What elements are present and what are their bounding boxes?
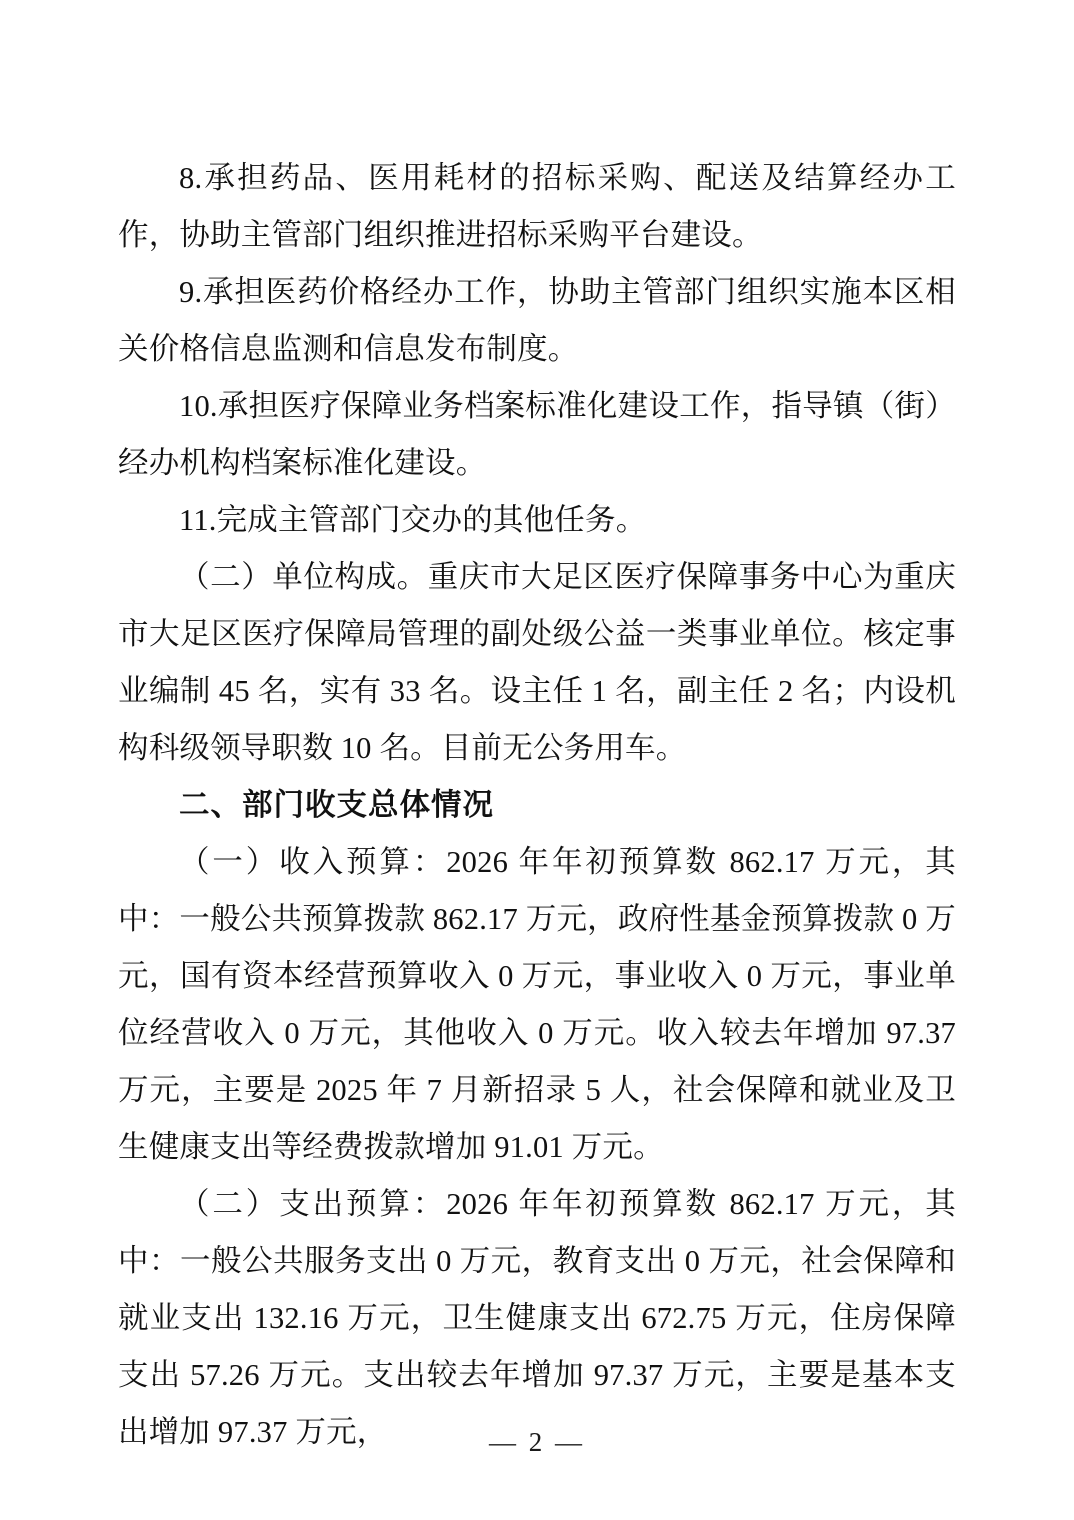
document-body (118, 150, 956, 777)
paragraph-item-11: 11.完成主管部门交办的其他任务。 (179, 503, 647, 537)
section-body (118, 834, 956, 1461)
paragraph-item-8: 8.承担药品、医用耗材的招标采购、配送及结算经办工作，协助主管部门组织推进招标采购平台建设。 (118, 161, 956, 252)
paragraph-unit-composition: （二）单位构成。重庆市大足区医疗保障事务中心为重庆市大足区医疗保障局管理的副处级公益一类事业单位。核定事业编制 45 名，实有 33 名。设主任 1 名，副主任 2 名；内设机构科级领导职数 10 名。目前无公务用车。 (118, 560, 956, 765)
page-number: — 2 — (489, 1427, 585, 1457)
paragraph-income-budget: （一）收入预算：2026 年年初预算数 862.17 万元，其中：一般公共预算拨款 862.17 万元，政府性基金预算拨款 0 万元，国有资本经营预算收入 0 万元，事业收入 0 万元，事业单位经营收入 0 万元，其他收入 0 万元。收入较去年增加 97.37 万元，主要是 2025 年 7 月新招录 5 人，社会保障和就业及卫生健康支出等经费拨款增加 91.01 万元。 (118, 845, 956, 1164)
paragraph-item-9: 9.承担医药价格经办工作，协助主管部门组织实施本区相关价格信息监测和信息发布制度。 (118, 275, 956, 366)
section-heading-revenue-expenditure: 二、部门收支总体情况 (179, 788, 494, 822)
paragraph-item-10: 10.承担医疗保障业务档案标准化建设工作，指导镇（街）经办机构档案标准化建设。 (118, 389, 956, 480)
paragraph-expenditure-budget: （二）支出预算：2026 年年初预算数 862.17 万元，其中：一般公共服务支出 0 万元，教育支出 0 万元，社会保障和就业支出 132.16 万元，卫生健康支出 672.75 万元，住房保障支出 57.26 万元。支出较去年增加 97.37 万元，主要是基本支出增加 97.37 万元， (118, 1187, 956, 1449)
